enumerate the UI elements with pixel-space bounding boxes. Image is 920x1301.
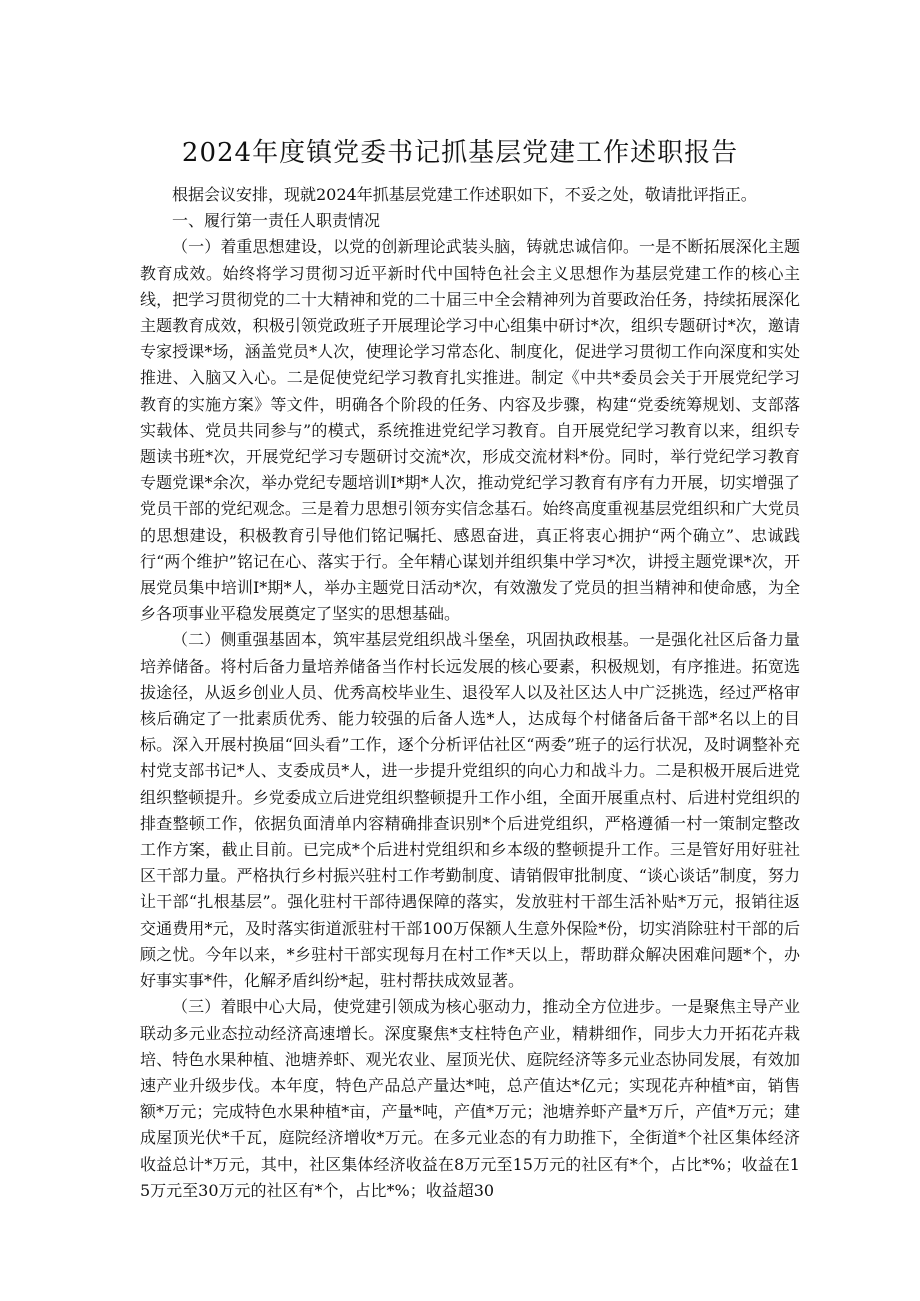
body-paragraph: （二）侧重强基固本，筑牢基层党组织战斗堡垒，巩固执政根基。一是强化社区后备力量培养储备。将村后备力量培养储备当作村长远发展的核心要素，积极规划，有序推进。拓宽选拔途径，从返乡创业人员、优秀高校毕业生、退役军人以及社区达人中广泛挑选，经过严格审核后确定了一批素质优秀、能力较强的后备人选*人，达成每个村储备后备干部*名以上的目标。深入开展村换届“回头看”工作，逐个分析评估社区“两委”班子的运行状况，及时调整补充村党支部书记*人、支委成员*人，进一步提升党组织的向心力和战斗力。二是积极开展后进党组织整顿提升。乡党委成立后进党组织整顿提升工作小组，全面开展重点村、后进村党组织的排查整顿工作，依据负面清单内容精确排查识别*个后进党组织，严格遵循一村一策制定整改工作方案，截止目前。已完成*个后进村党组织和乡本级的整顿提升工作。三是管好用好驻社区干部力量。严格执行乡村振兴驻村工作考勤制度、请销假审批制度、“谈心谈话”制度，努力让干部“扎根基层”。强化驻村干部待遇保障的落实，发放驻村干部生活补贴*万元，报销往返交通费用*元，及时落实街道派驻村干部100万保额人生意外保险*份，切实消除驻村干部的后顾之忧。今年以来，*乡驻村干部实现每月在村工作*天以上，帮助群众解决困难问题*个，办好事实事*件，化解矛盾纠纷*起，驻村帮扶成效显著。 [140,630,800,991]
body-paragraph: （一）着重思想建设，以党的创新理论武装头脑，铸就忠诚信仰。一是不断拓展深化主题教育成效。始终将学习贯彻习近平新时代中国特色社会主义思想作为基层党建工作的核心主线，把学习贯彻党的二十大精神和党的二十届三中全会精神列为首要政治任务，持续拓展深化主题教育成效，积极引领党政班子开展理论学习中心组集中研讨*次，组织专题研讨*次，邀请专家授课*场，涵盖党员*人次，使理论学习常态化、制度化，促进学习贯彻工作向深度和实处推进、入脑又入心。二是促使党纪学习教育扎实推进。制定《中共*委员会关于开展党纪学习教育的实施方案》等文件，明确各个阶段的任务、内容及步骤，构建“党委统筹规划、支部落实载体、党员共同参与”的模式，系统推进党纪学习教育。自开展党纪学习教育以来，组织专题读书班*次，开展党纪学习专题研讨交流*次，形成交流材料*份。同时，举行党纪学习教育专题党课*余次，举办党纪专题培训I*期*人次，推动党纪学习教育有序有力开展，切实增强了党员干部的党纪观念。三是着力思想引领夯实信念基石。始终高度重视基层党组织和广大党员的思想建设，积极教育引导他们铭记嘱托、感恩奋进，真正将衷心拥护“两个确立”、忠诚践行“两个维护”铭记在心、落实于行。全年精心谋划并组织集中学习*次，讲授主题党课*次，开展党员集中培训I*期*人，举办主题党日活动*次，有效激发了党员的担当精神和使命感，为全乡各项事业平稳发展奠定了坚实的思想基础。 [140,237,800,624]
intro-paragraph: 根据会议安排，现就2024年抓基层党建工作述职如下，不妥之处，敬请批评指正。 [172,185,757,204]
body-paragraph: （三）着眼中心大局，使党建引领成为核心驱动力，推动全方位进步。一是聚焦主导产业联动多元业态拉动经济高速增长。深度聚焦*支柱特色产业，精耕细作，同步大力开拓花卉栽培、特色水果种植、池塘养虾、观光农业、屋顶光伏、庭院经济等多元业态协同发展，有效加速产业升级步伐。本年度，特色产品总产量达*吨，总产值达*亿元；实现花卉种植*亩，销售额*万元；完成特色水果种植*亩，产量*吨，产值*万元；池塘养虾产量*万斤，产值*万元；建成屋顶光伏*千瓦，庭院经济增收*万元。在多元业态的有力助推下，全街道*个社区集体经济收益总计*万元，其中，社区集体经济收益在8万元至15万元的社区有*个，占比*%；收益在15万元至30万元的社区有*个，占比*%；收益超30 [140,997,800,1200]
section-heading: 一、履行第一责任人职责情况 [172,211,381,231]
document-title: 2024年度镇党委书记抓基层党建工作述职报告 [181,138,739,168]
document-body [140,182,800,1204]
